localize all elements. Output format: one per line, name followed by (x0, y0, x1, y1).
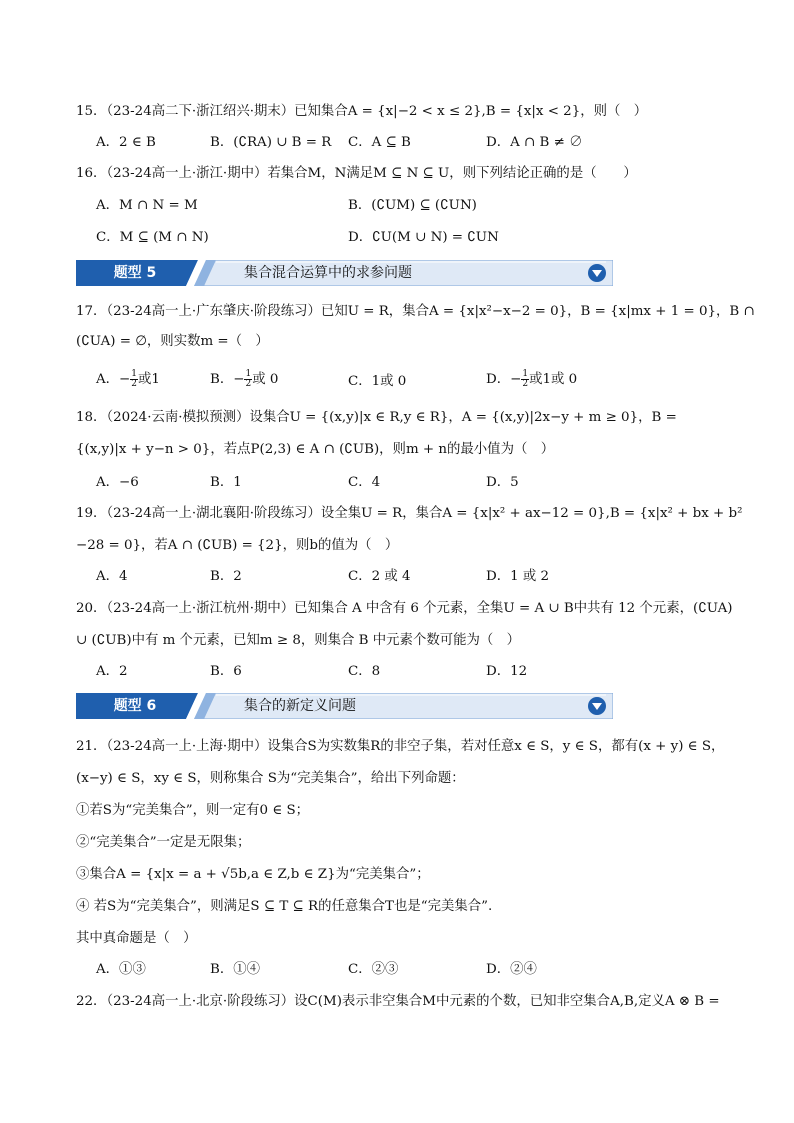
q18-option-d: D．5 (486, 475, 519, 490)
chevron-down-icon[interactable] (587, 263, 607, 283)
q22-line1: 22．（23-24高一上·北京·阶段练习）设C(M)表示非空集合M中元素的个数，已知非空集合A,B,定义A ⊗ B = (76, 994, 720, 1009)
q21-statement-3: ③集合A = {x|x = a + √5b,a ∈ Z,b ∈ Z}为“完美集合”； (76, 867, 430, 882)
q21-line1: 21．（23-24高一上·上海·期中）设集合S为实数集R的非空子集，若对任意x ∈ S，y ∈ S，都有(x + y) ∈ S， (76, 739, 725, 754)
q17-option-c: C．1或 0 (348, 374, 407, 389)
q20-option-c: C．8 (348, 664, 381, 679)
q17-line1: 17．（23-24高一上·广东肇庆·阶段练习）已知U = R，集合A = {x|x²−x−2 = 0}，B = {x|mx + 1 = 0}，B ∩ (76, 304, 755, 319)
denominator: 2 (245, 379, 252, 389)
q21-statement-1: ①若S为“完美集合”，则一定有0 ∈ S； (76, 803, 310, 818)
numerator: 1 (131, 369, 138, 379)
q18-line1: 18．（2024·云南·模拟预测）设集合U = {(x,y)|x ∈ R,y ∈ R}，A = {(x,y)|2x−y + m ≥ 0}，B = (76, 410, 677, 425)
q21-option-c: C．②③ (348, 962, 399, 977)
q20-option-a: A．2 (96, 664, 128, 679)
q18-option-a: A．−6 (96, 475, 139, 490)
chevron-down-icon[interactable] (587, 696, 607, 716)
q15-stem: 15．（23-24高二下·浙江绍兴·期末）已知集合A = {x|−2 < x ≤ 2},B = {x|x < 2}，则（ ） (76, 104, 648, 119)
q17-option-a (96, 370, 160, 389)
fraction (521, 370, 529, 389)
option-prefix: D．− (486, 372, 522, 387)
q16-option-c: C．M ⊆ (M ∩ N) (96, 230, 209, 245)
banner-title: 集合混合运算中的求参问题 (244, 265, 412, 281)
section-banner-type6 (76, 693, 613, 719)
banner-title: 集合的新定义问题 (244, 698, 356, 714)
q21-option-d: D．②④ (486, 962, 537, 977)
denominator: 2 (522, 379, 529, 389)
q15-option-d: D．A ∩ B ≠ ∅ (486, 135, 583, 150)
option-suffix: 或1 (138, 372, 160, 387)
option-suffix: 或1或 0 (529, 372, 578, 387)
numerator: 1 (245, 369, 252, 379)
q21-statement-4: ④ 若S为“完美集合”，则满足S ⊆ T ⊆ R的任意集合T也是“完美集合”. (76, 899, 493, 914)
q17-option-b (210, 370, 278, 389)
q15-option-b: B．(∁RA) ∪ B = R (210, 135, 332, 150)
q21-option-b: B．①④ (210, 962, 261, 977)
q19-option-a: A．4 (96, 569, 128, 584)
q19-option-b: B．2 (210, 569, 242, 584)
q15-option-a: A．2 ∈ B (96, 135, 156, 150)
q16-option-b: B．(∁UM) ⊆ (∁UN) (348, 198, 477, 213)
section-banner-type5 (76, 260, 613, 286)
option-prefix: A．− (96, 372, 131, 387)
q16-stem: 16．（23-24高一上·浙江·期中）若集合M，N满足M ⊆ N ⊆ U，则下列结论正确的是（ ） (76, 166, 637, 181)
option-suffix: 或 0 (252, 372, 279, 387)
denominator: 2 (131, 379, 138, 389)
banner-label: 题型 6 (113, 698, 157, 714)
q16-option-d: D．∁U(M ∪ N) = ∁UN (348, 230, 499, 245)
fraction (130, 370, 138, 389)
q17-line2: (∁UA) = ∅，则实数m =（ ） (76, 334, 269, 349)
numerator: 1 (522, 369, 529, 379)
q21-ask: 其中真命题是（ ） (76, 931, 197, 946)
q19-option-c: C．2 或 4 (348, 569, 411, 584)
q17-option-d (486, 370, 577, 389)
q19-line2: −28 = 0}，若A ∩ (∁UB) = {2}，则b的值为（ ） (76, 538, 399, 553)
q18-line2: {(x,y)|x + y−n > 0}，若点P(2,3) ∈ A ∩ (∁UB)，则m + n的最小值为（ ） (76, 442, 555, 457)
q20-line2: ∪ (∁UB)中有 m 个元素，已知m ≥ 8，则集合 B 中元素个数可能为（ ） (76, 633, 521, 648)
banner-label: 题型 5 (113, 265, 157, 281)
q15-option-c: C．A ⊆ B (348, 135, 411, 150)
q16-option-a: A．M ∩ N = M (96, 198, 198, 213)
q20-option-d: D．12 (486, 664, 528, 679)
q20-option-b: B．6 (210, 664, 242, 679)
q20-line1: 20．（23-24高一上·浙江杭州·期中）已知集合 A 中含有 6 个元素，全集U = A ∪ B中共有 12 个元素，(∁UA) (76, 601, 733, 616)
option-prefix: B．− (210, 372, 245, 387)
q18-option-c: C．4 (348, 475, 381, 490)
q21-line2: (x−y) ∈ S，xy ∈ S，则称集合 S为“完美集合”，给出下列命题： (76, 771, 465, 786)
q19-line1: 19．（23-24高一上·湖北襄阳·阶段练习）设全集U = R，集合A = {x|x² + ax−12 = 0},B = {x|x² + bx + b² (76, 506, 743, 521)
q21-statement-2: ②“完美集合”一定是无限集； (76, 835, 251, 850)
q19-option-d: D．1 或 2 (486, 569, 550, 584)
q21-option-a: A．①③ (96, 962, 146, 977)
q18-option-b: B．1 (210, 475, 242, 490)
